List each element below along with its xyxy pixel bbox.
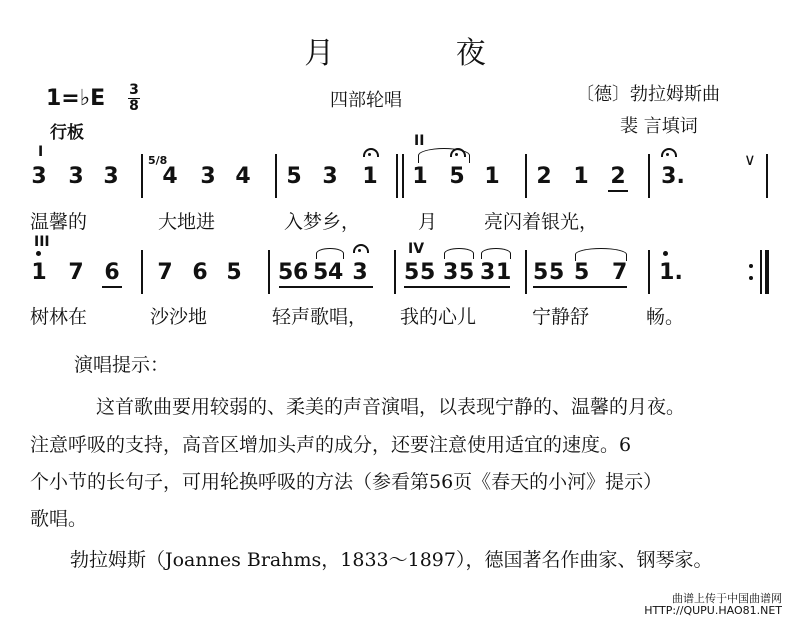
octave-dot <box>36 251 41 256</box>
lyric: 宁静舒 <box>532 306 590 328</box>
lyric: 大地进 <box>158 211 216 233</box>
note: 2 <box>610 164 626 189</box>
tempo-marking: 行板 <box>50 123 84 143</box>
bar-line <box>394 250 396 294</box>
time-signature <box>128 84 140 113</box>
part-mark-1: I <box>38 144 44 160</box>
lyric: 轻声歌唱， <box>272 306 368 328</box>
note: 6 <box>293 260 309 285</box>
note: 1 <box>484 164 500 189</box>
note: 3 <box>103 164 119 189</box>
note: 6 <box>192 260 208 285</box>
note: 3 <box>322 164 338 189</box>
time-signature-bottom: 8 <box>129 98 139 114</box>
note: 3 <box>443 260 459 285</box>
part-mark-3: III <box>34 234 50 250</box>
repeat-dot <box>749 264 753 268</box>
tie-mark <box>444 248 474 259</box>
bar-line <box>525 250 527 294</box>
breath-mark: ∨ <box>744 150 756 169</box>
note: 3 <box>68 164 84 189</box>
lyricist-credit: 裴 言填词 <box>620 116 698 137</box>
note: 4 <box>328 260 344 285</box>
bar-line <box>268 250 270 294</box>
tips-line-2: 注意呼吸的支持，高音区增加头声的成分，还要注意使用适宜的速度。6 <box>30 434 632 456</box>
note: 5 <box>459 260 475 285</box>
note: 3 <box>31 164 47 189</box>
song-title: 月 夜 <box>304 36 542 71</box>
key-signature: 1=♭E <box>46 86 106 111</box>
composer-bio: 勃拉姆斯（Joannes Brahms，1833～1897），德国著名作曲家、钢琴家。 <box>70 549 713 571</box>
note: 5 <box>420 260 436 285</box>
underline-mark <box>102 286 122 288</box>
underline-mark <box>608 190 628 192</box>
note: 7 <box>157 260 173 285</box>
note: 5 <box>313 260 329 285</box>
note: 1. <box>656 260 686 285</box>
bar-line <box>396 154 398 198</box>
note: 5 <box>404 260 420 285</box>
bar-line <box>760 250 762 294</box>
watermark-line-1: 曲谱上传于中国曲谱网 <box>672 592 782 605</box>
time-signature-top: 3 <box>129 82 139 98</box>
note: 6 <box>104 260 120 285</box>
note: 1 <box>360 164 380 189</box>
note: 3 <box>480 260 496 285</box>
final-bar-line <box>765 250 769 294</box>
fermata-mark <box>661 148 677 157</box>
note: 5 <box>278 260 294 285</box>
note: 3. <box>658 164 688 189</box>
tie-mark <box>575 248 627 261</box>
note: 5 <box>226 260 242 285</box>
note: 1 <box>29 260 49 285</box>
lyric: 入梦乡， <box>284 211 361 233</box>
bar-line <box>648 250 650 294</box>
underline-mark <box>404 286 510 288</box>
singing-tips-heading: 演唱提示： <box>74 354 170 376</box>
note: 1 <box>412 164 428 189</box>
source-watermark <box>644 593 782 617</box>
lyric: 月 <box>418 211 438 233</box>
tie-mark <box>418 148 470 163</box>
underline-mark <box>533 286 627 288</box>
bar-line <box>141 154 143 198</box>
part-mark-2: II <box>414 133 425 149</box>
note: 2 <box>536 164 552 189</box>
tie-mark <box>316 248 344 259</box>
bar-line <box>525 154 527 198</box>
note: 3 <box>200 164 216 189</box>
watermark-line-2: HTTP://QUPU.HAO81.NET <box>644 604 782 617</box>
bar-line <box>766 154 768 198</box>
note: 7 <box>68 260 84 285</box>
note: 4 <box>235 164 251 189</box>
lyric: 畅。 <box>646 306 685 328</box>
note: 5 <box>533 260 549 285</box>
underline-mark <box>279 286 373 288</box>
subtitle: 四部轮唱 <box>330 90 402 111</box>
note: 5 <box>549 260 565 285</box>
note: 7 <box>612 260 628 285</box>
tips-line-4: 歌唱。 <box>30 508 88 530</box>
note: 1 <box>573 164 589 189</box>
bar-line <box>141 250 143 294</box>
bar-line <box>648 154 650 198</box>
fermata-mark <box>363 148 379 157</box>
note: 5 <box>574 260 590 285</box>
part-mark-4: IV <box>408 241 425 257</box>
score-row-2 <box>0 250 790 296</box>
lyric: 温馨的 <box>30 211 88 233</box>
octave-dot <box>663 251 668 256</box>
score-row-1 <box>0 150 790 196</box>
note: 1 <box>496 260 512 285</box>
fermata-mark <box>353 244 369 253</box>
lyric: 树林在 <box>30 306 88 328</box>
bar-line <box>275 154 277 198</box>
lyric: 沙沙地 <box>150 306 208 328</box>
bar-line <box>402 154 404 198</box>
note: 4 <box>162 164 178 189</box>
inline-time-signature: 5/8 <box>148 154 168 167</box>
lyric: 亮闪着银光， <box>484 211 599 233</box>
note: 5 <box>447 164 467 189</box>
note: 3 <box>350 260 370 285</box>
note: 5 <box>286 164 302 189</box>
tie-mark <box>481 248 511 259</box>
composer-credit: 〔德〕勃拉姆斯曲 <box>576 84 720 105</box>
lyric: 我的心儿 <box>400 306 477 328</box>
tips-line-3: 个小节的长句子，可用轮换呼吸的方法（参看第56页《春天的小河》提示） <box>30 471 663 493</box>
tips-line-1: 这首歌曲要用较弱的、柔美的声音演唱，以表现宁静的、温馨的月夜。 <box>96 396 686 418</box>
repeat-dot <box>749 276 753 280</box>
